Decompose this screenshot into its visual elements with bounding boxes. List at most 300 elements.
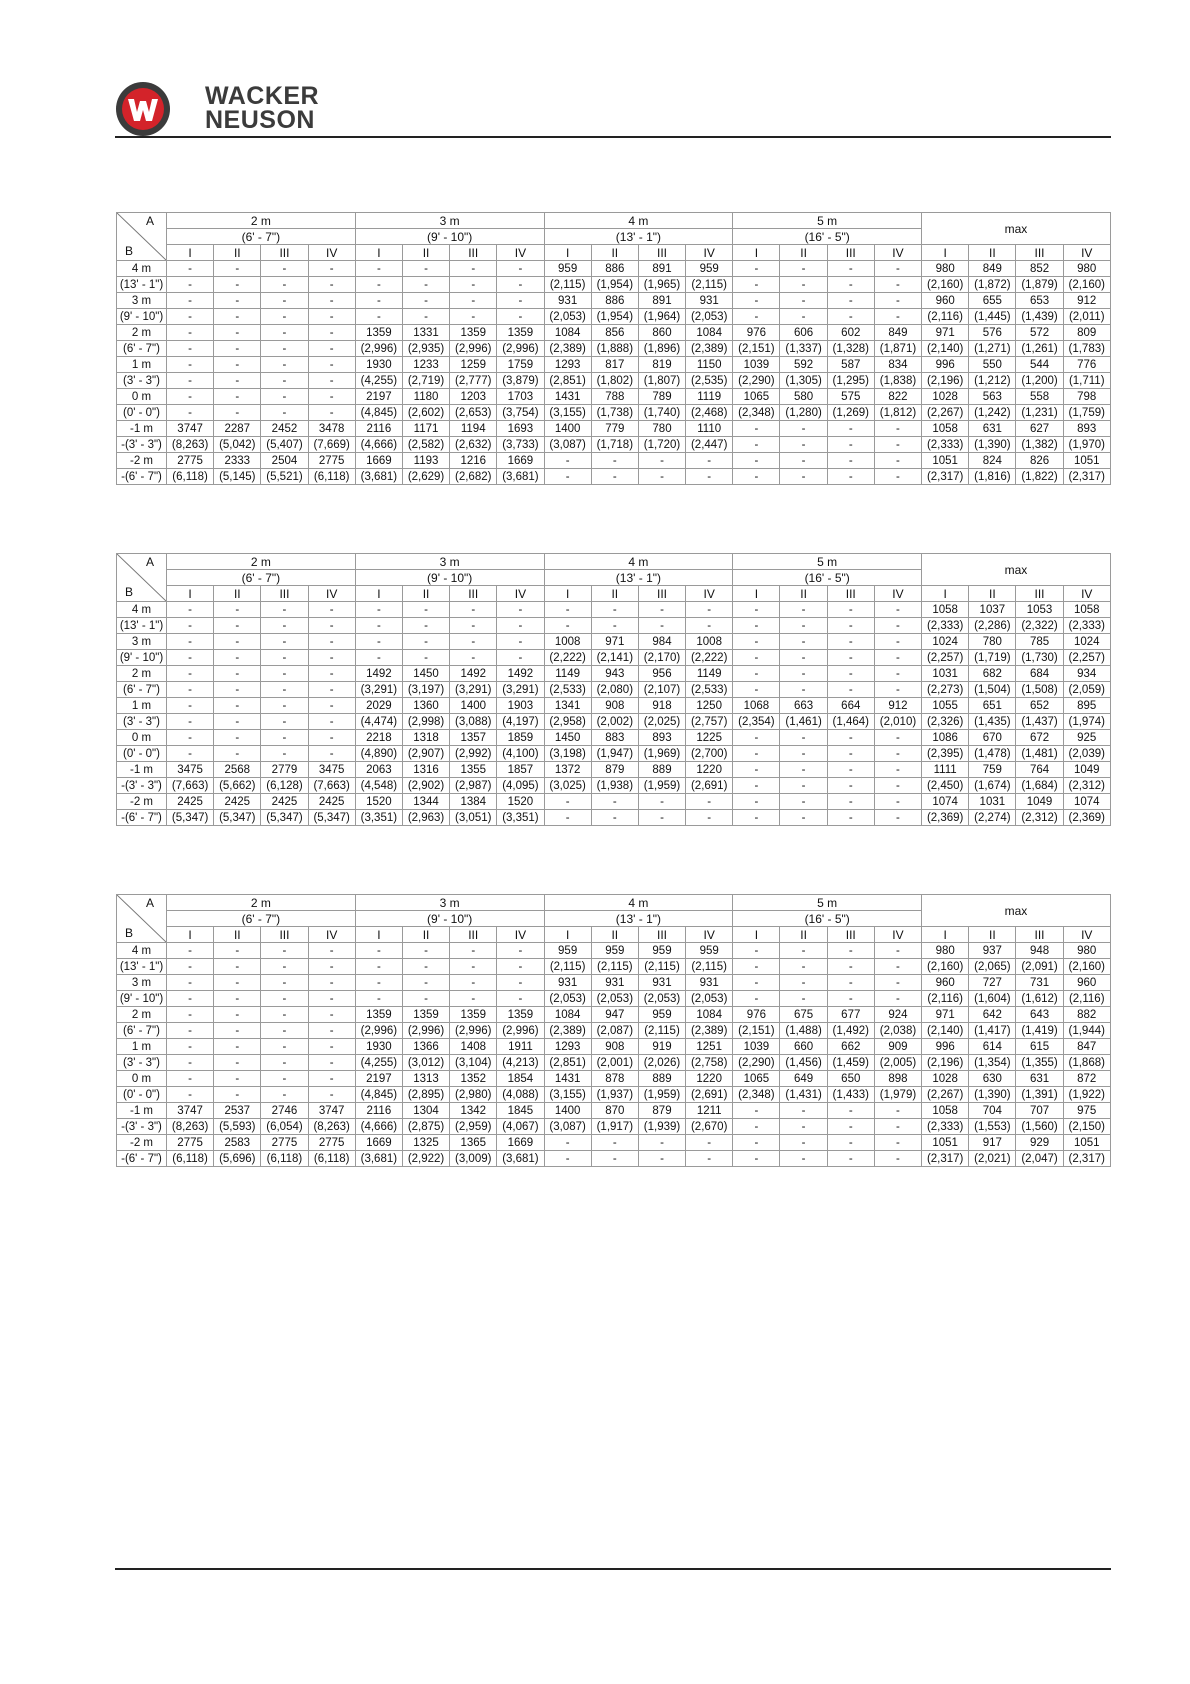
load-value-cell: 3475 [167, 762, 214, 778]
load-value-cell: 576 [969, 325, 1016, 341]
load-value-cell: 798 [1063, 389, 1110, 405]
load-value-cell: - [261, 405, 308, 421]
distance-metric-header: 5 m [733, 895, 922, 911]
load-value-cell: - [733, 810, 780, 826]
load-value-cell: (2,333) [922, 1119, 969, 1135]
load-value-cell: - [308, 373, 355, 389]
table-row [117, 959, 1111, 975]
load-value-cell: - [402, 261, 449, 277]
load-value-cell: (6,118) [261, 1151, 308, 1167]
load-value-cell: (4,255) [355, 1055, 402, 1071]
wacker-neuson-logo-icon [115, 81, 171, 137]
load-value-cell: - [638, 810, 685, 826]
load-value-cell: (2,140) [922, 1023, 969, 1039]
load-value-cell: 948 [1016, 943, 1063, 959]
load-value-cell: - [591, 1135, 638, 1151]
load-value-cell: - [686, 1135, 733, 1151]
load-value-cell: 980 [922, 943, 969, 959]
load-value-cell: 602 [827, 325, 874, 341]
load-value-cell: 1492 [450, 666, 497, 682]
load-value-cell: 642 [969, 1007, 1016, 1023]
table-row [117, 261, 1111, 277]
load-value-cell: - [780, 453, 827, 469]
load-value-cell: (1,437) [1016, 714, 1063, 730]
load-value-cell: - [167, 618, 214, 634]
load-value-cell: 2425 [214, 794, 261, 810]
load-value-cell: - [733, 453, 780, 469]
load-value-cell: 889 [638, 762, 685, 778]
load-value-cell: (2,777) [450, 373, 497, 389]
configuration-header: II [780, 586, 827, 602]
load-value-cell: 956 [638, 666, 685, 682]
load-value-cell: 662 [827, 1039, 874, 1055]
load-value-cell: (1,261) [1016, 341, 1063, 357]
load-value-cell: 834 [874, 357, 921, 373]
distance-imperial-header: (6' - 7") [167, 570, 356, 586]
load-value-cell: (2,700) [686, 746, 733, 762]
load-value-cell: 1119 [686, 389, 733, 405]
load-value-cell: 929 [1016, 1135, 1063, 1151]
load-value-cell: - [214, 357, 261, 373]
load-value-cell: - [308, 975, 355, 991]
load-value-cell: - [497, 991, 544, 1007]
load-value-cell: 580 [780, 389, 827, 405]
load-value-cell: (3,087) [544, 437, 591, 453]
row-height-label: 1 m [117, 1039, 167, 1055]
load-value-cell: 886 [591, 261, 638, 277]
load-value-cell: (2,267) [922, 1087, 969, 1103]
configuration-header: I [733, 927, 780, 943]
load-value-cell: 872 [1063, 1071, 1110, 1087]
configuration-header: IV [497, 927, 544, 943]
load-value-cell: - [167, 373, 214, 389]
load-value-cell: 931 [544, 293, 591, 309]
load-value-cell: - [544, 810, 591, 826]
load-value-cell: 1008 [544, 634, 591, 650]
load-value-cell: - [450, 975, 497, 991]
load-value-cell: 563 [969, 389, 1016, 405]
load-value-cell: (4,890) [355, 746, 402, 762]
load-value-cell: (2,369) [1063, 810, 1110, 826]
load-value-cell: 3747 [167, 1103, 214, 1119]
configuration-header: II [969, 586, 1016, 602]
load-value-cell: 1359 [497, 325, 544, 341]
load-value-cell: 1342 [450, 1103, 497, 1119]
load-value-cell: - [733, 309, 780, 325]
load-value-cell: (2,691) [686, 1087, 733, 1103]
load-value-cell: (3,351) [355, 810, 402, 826]
load-value-cell: - [874, 1103, 921, 1119]
load-value-cell: 2746 [261, 1103, 308, 1119]
distance-metric-header: 4 m [544, 895, 733, 911]
table-row [117, 437, 1111, 453]
row-height-label: -(3' - 3") [117, 778, 167, 794]
configuration-header: I [355, 927, 402, 943]
load-value-cell: - [827, 959, 874, 975]
load-value-cell: - [355, 309, 402, 325]
load-value-cell: (3,051) [450, 810, 497, 826]
load-value-cell: 1431 [544, 1071, 591, 1087]
row-height-label: -2 m [117, 1135, 167, 1151]
configuration-header: III [1016, 245, 1063, 261]
configuration-header: III [1016, 586, 1063, 602]
load-value-cell: 3747 [308, 1103, 355, 1119]
load-value-cell: 1086 [922, 730, 969, 746]
load-value-cell: (1,445) [969, 309, 1016, 325]
table-row [117, 1071, 1111, 1087]
load-value-cell: 971 [591, 634, 638, 650]
load-value-cell: (3,879) [497, 373, 544, 389]
load-value-cell: (3,087) [544, 1119, 591, 1135]
load-value-cell: - [497, 277, 544, 293]
load-value-cell: - [827, 1103, 874, 1119]
load-value-cell: 918 [638, 698, 685, 714]
load-value-cell: - [497, 618, 544, 634]
load-value-cell: - [874, 794, 921, 810]
load-value-cell: - [827, 277, 874, 293]
distance-imperial-header: (9' - 10") [355, 229, 544, 245]
load-value-cell: (3,025) [544, 778, 591, 794]
load-value-cell: (2,115) [638, 1023, 685, 1039]
load-value-cell: (1,711) [1063, 373, 1110, 389]
load-value-cell: (2,107) [638, 682, 685, 698]
load-value-cell: - [544, 794, 591, 810]
load-value-cell: (2,395) [922, 746, 969, 762]
load-value-cell: - [780, 1103, 827, 1119]
load-value-cell: (4,067) [497, 1119, 544, 1135]
load-value-cell: - [686, 618, 733, 634]
load-value-cell: - [261, 714, 308, 730]
load-value-cell: 1211 [686, 1103, 733, 1119]
load-value-cell: 1520 [497, 794, 544, 810]
load-value-cell: - [686, 453, 733, 469]
load-value-cell: (3,198) [544, 746, 591, 762]
load-value-cell: 2218 [355, 730, 402, 746]
load-value-cell: 1669 [497, 453, 544, 469]
configuration-header: II [214, 245, 261, 261]
load-value-cell: (2,875) [402, 1119, 449, 1135]
load-value-cell: - [308, 746, 355, 762]
load-value-cell: (2,757) [686, 714, 733, 730]
load-value-cell: - [308, 309, 355, 325]
load-value-cell: (1,964) [638, 309, 685, 325]
load-value-cell: (6,118) [167, 469, 214, 485]
row-height-label: (6' - 7") [117, 682, 167, 698]
load-value-cell: - [497, 634, 544, 650]
load-value-cell: 684 [1016, 666, 1063, 682]
configuration-header: II [780, 927, 827, 943]
load-value-cell: (2,115) [591, 959, 638, 975]
load-value-cell: 1384 [450, 794, 497, 810]
load-value-cell: 1171 [402, 421, 449, 437]
load-value-cell: 980 [922, 261, 969, 277]
load-value-cell: - [261, 666, 308, 682]
load-value-cell: - [780, 421, 827, 437]
load-value-cell: (1,464) [827, 714, 874, 730]
load-value-cell: - [261, 650, 308, 666]
load-value-cell: (1,481) [1016, 746, 1063, 762]
load-value-cell: 947 [591, 1007, 638, 1023]
configuration-header: III [638, 245, 685, 261]
configuration-header: I [922, 586, 969, 602]
load-value-cell: (2,010) [874, 714, 921, 730]
load-value-cell: 1331 [402, 325, 449, 341]
load-value-cell: (1,959) [638, 778, 685, 794]
load-value-cell: 1065 [733, 389, 780, 405]
configuration-header: IV [686, 586, 733, 602]
load-value-cell: - [450, 618, 497, 634]
load-value-cell: - [874, 778, 921, 794]
load-value-cell: 2775 [167, 1135, 214, 1151]
load-value-cell: - [450, 634, 497, 650]
load-value-cell: (1,917) [591, 1119, 638, 1135]
load-value-cell: (2,001) [591, 1055, 638, 1071]
load-value-cell: (2,996) [402, 1023, 449, 1039]
load-value-cell: (2,996) [497, 341, 544, 357]
load-value-cell: - [544, 602, 591, 618]
load-value-cell: - [780, 437, 827, 453]
load-value-cell: (2,317) [922, 469, 969, 485]
load-value-cell: - [733, 1151, 780, 1167]
load-value-cell: (2,038) [874, 1023, 921, 1039]
load-value-cell: - [261, 325, 308, 341]
load-value-cell: 1400 [544, 421, 591, 437]
load-value-cell: (2,996) [355, 1023, 402, 1039]
load-value-cell: (2,389) [686, 1023, 733, 1039]
load-value-cell: (1,553) [969, 1119, 1016, 1135]
load-value-cell: 984 [638, 634, 685, 650]
table-row [117, 714, 1111, 730]
axis-a-label: A [145, 896, 154, 910]
table-row [117, 405, 1111, 421]
load-value-cell: 959 [686, 261, 733, 277]
load-value-cell: 2504 [261, 453, 308, 469]
max-header: max [922, 895, 1111, 927]
load-value-cell: (2,222) [544, 650, 591, 666]
table-row [117, 991, 1111, 1007]
load-value-cell: (6,118) [308, 469, 355, 485]
load-value-cell: 664 [827, 698, 874, 714]
load-value-cell: - [874, 309, 921, 325]
load-value-cell: 1693 [497, 421, 544, 437]
load-value-cell: (2,257) [922, 650, 969, 666]
load-value-cell: 780 [969, 634, 1016, 650]
load-value-cell: 975 [1063, 1103, 1110, 1119]
load-value-cell: (2,115) [686, 277, 733, 293]
load-value-cell: 675 [780, 1007, 827, 1023]
configuration-header: IV [874, 245, 921, 261]
load-value-cell: 1065 [733, 1071, 780, 1087]
load-value-cell: - [214, 746, 261, 762]
axis-corner-cell [117, 895, 167, 943]
load-value-cell: (2,312) [1016, 810, 1063, 826]
load-value-cell: - [780, 666, 827, 682]
load-value-cell: - [780, 810, 827, 826]
load-value-cell: (3,681) [497, 469, 544, 485]
load-value-cell: (1,459) [827, 1055, 874, 1071]
load-value-cell: 544 [1016, 357, 1063, 373]
load-value-cell: - [167, 1039, 214, 1055]
load-value-cell: - [167, 943, 214, 959]
load-value-cell: (1,872) [969, 277, 1016, 293]
load-value-cell: - [167, 1087, 214, 1103]
load-value-cell: 707 [1016, 1103, 1063, 1119]
load-value-cell: (2,115) [544, 277, 591, 293]
load-value-cell: - [780, 277, 827, 293]
row-height-label: 3 m [117, 975, 167, 991]
load-value-cell: - [733, 943, 780, 959]
max-header: max [922, 554, 1111, 586]
load-value-cell: 1313 [402, 1071, 449, 1087]
load-value-cell: - [261, 991, 308, 1007]
load-value-cell: - [874, 682, 921, 698]
load-value-cell: - [827, 618, 874, 634]
load-value-cell: (1,508) [1016, 682, 1063, 698]
load-value-cell: - [827, 602, 874, 618]
load-value-cell: - [308, 1023, 355, 1039]
load-value-cell: - [261, 730, 308, 746]
load-value-cell: 643 [1016, 1007, 1063, 1023]
load-value-cell: - [733, 666, 780, 682]
configuration-header: IV [1063, 927, 1110, 943]
load-value-cell: (2,996) [450, 1023, 497, 1039]
brand-line-1: WACKER [205, 82, 320, 110]
load-value-cell: (1,269) [827, 405, 874, 421]
load-value-cell: (2,160) [1063, 277, 1110, 293]
load-value-cell: 1058 [922, 421, 969, 437]
load-value-cell: - [780, 959, 827, 975]
load-value-cell: 764 [1016, 762, 1063, 778]
load-value-cell: - [261, 1023, 308, 1039]
table-row [117, 778, 1111, 794]
load-value-cell: (1,807) [638, 373, 685, 389]
load-value-cell: 592 [780, 357, 827, 373]
load-value-cell: - [780, 469, 827, 485]
load-value-cell: 650 [827, 1071, 874, 1087]
load-value-cell: 630 [969, 1071, 1016, 1087]
load-value-cell: - [874, 810, 921, 826]
load-value-cell: (5,407) [261, 437, 308, 453]
load-value-cell: - [733, 437, 780, 453]
load-value-cell: (2,369) [922, 810, 969, 826]
row-height-label: 4 m [117, 943, 167, 959]
load-value-cell: 824 [969, 453, 1016, 469]
load-value-cell: (2,535) [686, 373, 733, 389]
load-value-cell: 614 [969, 1039, 1016, 1055]
load-value-cell: - [874, 602, 921, 618]
load-value-cell: - [733, 421, 780, 437]
load-value-cell: - [780, 1119, 827, 1135]
load-value-cell: (3,681) [497, 1151, 544, 1167]
load-value-cell: (1,433) [827, 1087, 874, 1103]
load-value-cell: 2568 [214, 762, 261, 778]
load-value-cell: - [308, 261, 355, 277]
configuration-header: III [638, 927, 685, 943]
load-value-cell: 931 [686, 293, 733, 309]
load-value-cell: - [355, 975, 402, 991]
table-row [117, 325, 1111, 341]
load-value-cell: (2,160) [922, 277, 969, 293]
load-value-cell: (2,682) [450, 469, 497, 485]
load-value-cell: - [827, 469, 874, 485]
load-value-cell: - [544, 453, 591, 469]
load-value-cell: 959 [638, 1007, 685, 1023]
load-value-cell: (2,150) [1063, 1119, 1110, 1135]
load-table-1 [116, 212, 1111, 485]
distance-metric-header: 3 m [355, 895, 544, 911]
configuration-header: IV [686, 927, 733, 943]
load-value-cell: (1,419) [1016, 1023, 1063, 1039]
load-value-cell: 3747 [167, 421, 214, 437]
load-value-cell: (1,382) [1016, 437, 1063, 453]
load-value-cell: 1293 [544, 1039, 591, 1055]
load-value-cell: (1,969) [638, 746, 685, 762]
load-value-cell: (2,902) [402, 778, 449, 794]
load-value-cell: 1304 [402, 1103, 449, 1119]
load-value-cell: - [874, 730, 921, 746]
load-value-cell: (6,128) [261, 778, 308, 794]
load-value-cell: (2,992) [450, 746, 497, 762]
load-value-cell: (2,290) [733, 373, 780, 389]
load-value-cell: (2,447) [686, 437, 733, 453]
load-value-cell: 1074 [922, 794, 969, 810]
load-value-cell: - [402, 634, 449, 650]
load-value-cell: (1,896) [638, 341, 685, 357]
load-value-cell: - [261, 1087, 308, 1103]
load-value-cell: (1,390) [969, 1087, 1016, 1103]
load-value-cell: (1,738) [591, 405, 638, 421]
load-value-cell: 1039 [733, 1039, 780, 1055]
load-value-cell: - [827, 778, 874, 794]
load-value-cell: 1903 [497, 698, 544, 714]
row-height-label: (13' - 1") [117, 277, 167, 293]
load-value-cell: - [827, 730, 874, 746]
load-value-cell: 727 [969, 975, 1016, 991]
load-value-cell: - [827, 309, 874, 325]
load-value-cell: (1,944) [1063, 1023, 1110, 1039]
row-height-label: 0 m [117, 730, 167, 746]
load-value-cell: 893 [1063, 421, 1110, 437]
load-value-cell: (2,996) [450, 341, 497, 357]
load-value-cell: (2,333) [1063, 618, 1110, 634]
load-value-cell: - [638, 602, 685, 618]
load-value-cell: 2197 [355, 1071, 402, 1087]
configuration-header: IV [308, 245, 355, 261]
load-value-cell: (2,333) [922, 618, 969, 634]
load-value-cell: 996 [922, 357, 969, 373]
load-value-cell: 1024 [1063, 634, 1110, 650]
table-row [117, 1055, 1111, 1071]
load-value-cell: - [261, 1071, 308, 1087]
load-value-cell: 1355 [450, 762, 497, 778]
load-table-3 [116, 894, 1111, 1167]
load-value-cell: 893 [638, 730, 685, 746]
table-row [117, 357, 1111, 373]
load-value-cell: - [686, 602, 733, 618]
load-value-cell: 980 [1063, 261, 1110, 277]
load-value-cell: 1357 [450, 730, 497, 746]
load-value-cell: - [780, 682, 827, 698]
load-value-cell: (3,155) [544, 405, 591, 421]
load-value-cell: (2,160) [1063, 959, 1110, 975]
load-value-cell: - [733, 650, 780, 666]
load-value-cell: 1450 [544, 730, 591, 746]
table-row [117, 666, 1111, 682]
load-value-cell: 924 [874, 1007, 921, 1023]
load-value-cell: - [874, 277, 921, 293]
row-height-label: (13' - 1") [117, 959, 167, 975]
load-value-cell: 2583 [214, 1135, 261, 1151]
